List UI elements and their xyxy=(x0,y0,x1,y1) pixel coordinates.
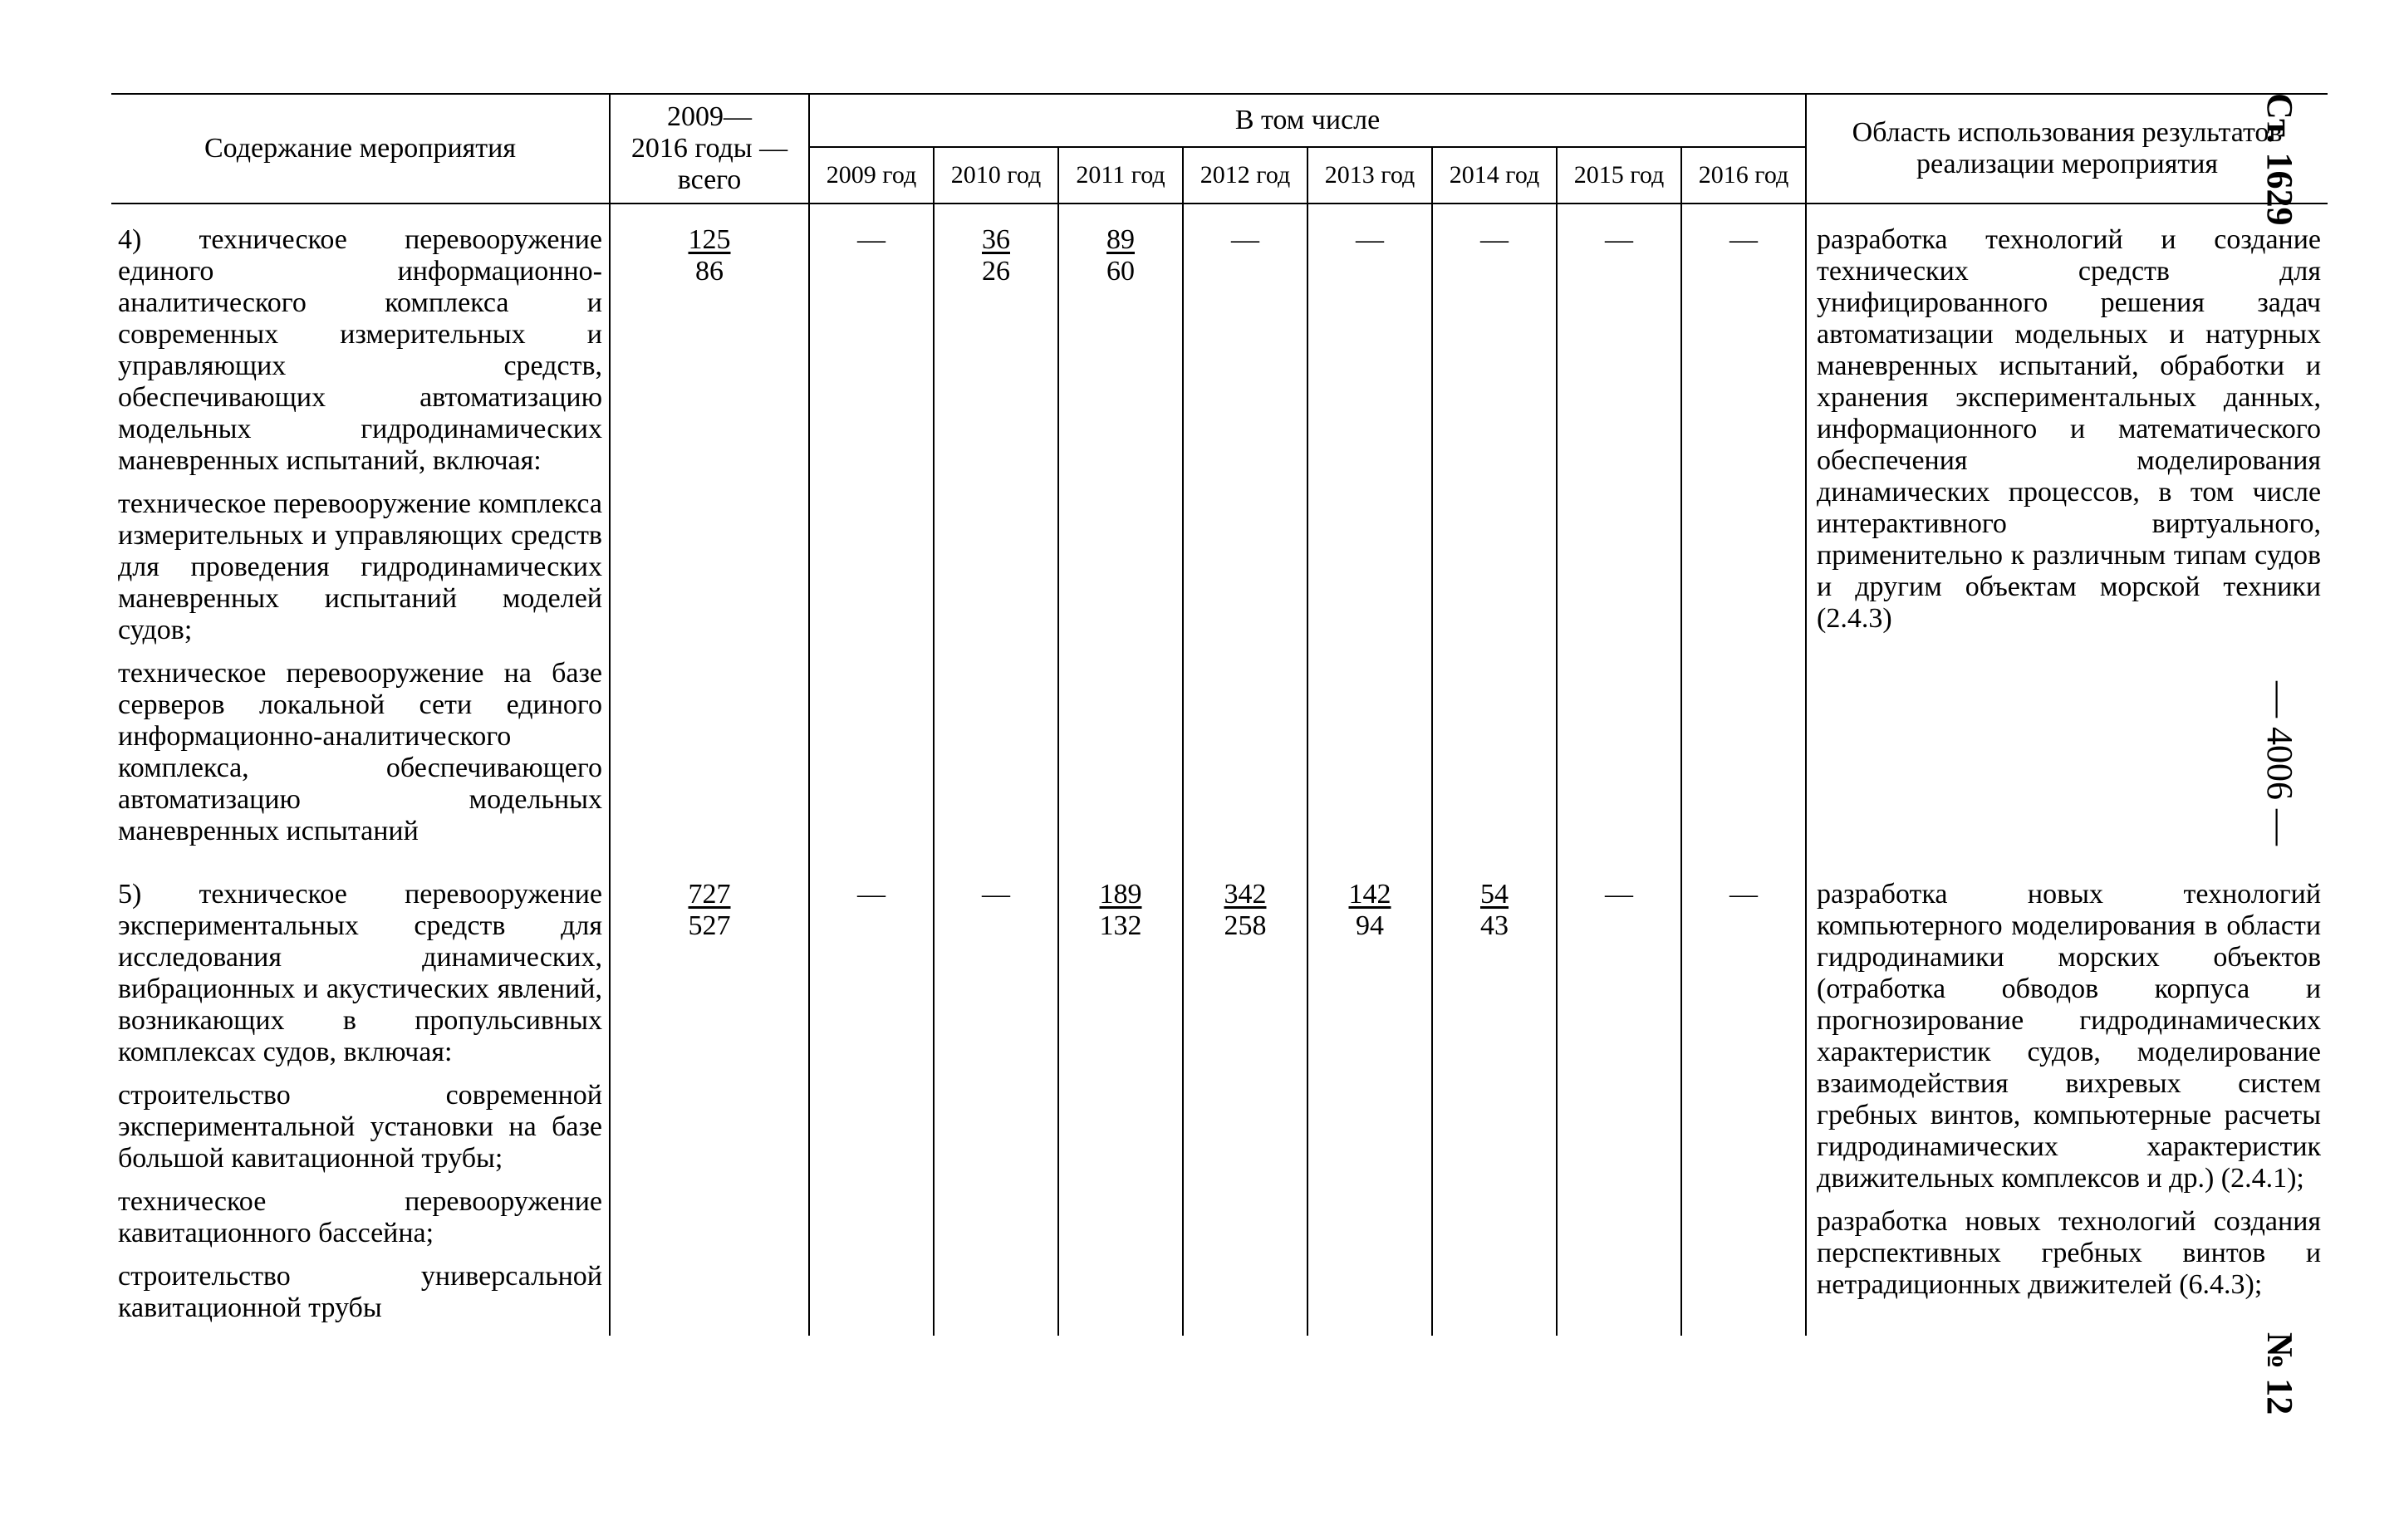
measures-table xyxy=(111,93,2328,1336)
funding-fraction xyxy=(1480,879,1509,942)
funding-fraction xyxy=(689,879,731,942)
funding-federal: 26 xyxy=(982,256,1010,287)
funding-total: 342 xyxy=(1224,879,1267,910)
table-header xyxy=(111,94,2328,204)
area-paragraph: разработка новых технологий компьютерного моделирования в области гидродинамики морских объектов (отработка обводов корпуса и прогнозирование гидродинамических характеристик судов, моделирование взаимодействия вихревых систем гребных винтов, компьютерные расчеты гидродинамических характеристик движительных комплексов и др.) (2.4.1); xyxy=(1817,879,2322,1194)
header-area: Область использования результатов реализации мероприятия xyxy=(1806,94,2328,204)
year-cell xyxy=(1432,859,1557,1336)
funding-federal: 258 xyxy=(1224,910,1267,941)
header-year: 2010 год xyxy=(934,147,1058,204)
year-cell xyxy=(1557,859,1681,1336)
funding-total: 54 xyxy=(1480,879,1509,910)
empty-dash: — xyxy=(857,224,886,255)
article-number: Ст. 1629 xyxy=(2259,93,2300,226)
funding-total: 142 xyxy=(1348,879,1391,910)
empty-dash: — xyxy=(982,879,1010,910)
year-cell xyxy=(809,204,934,859)
year-cell xyxy=(809,859,934,1336)
funding-federal: 132 xyxy=(1099,910,1142,941)
header-year: 2011 год xyxy=(1058,147,1183,204)
year-cell xyxy=(1432,204,1557,859)
funding-fraction xyxy=(982,224,1010,287)
header-year: 2015 год xyxy=(1557,147,1681,204)
year-cell xyxy=(1058,204,1183,859)
funding-federal: 43 xyxy=(1480,910,1509,941)
total-cell xyxy=(610,204,809,859)
description-paragraph: техническое перевооружение на базе серверов локальной сети единого информационно-аналитического комплекса, обеспечивающего автоматизацию модельных маневренных испытаний xyxy=(118,658,602,846)
year-cell xyxy=(1183,204,1307,859)
funding-federal: 527 xyxy=(688,910,731,941)
description-paragraph: строительство современной экспериментальной установки на базе большой кавитационной трубы; xyxy=(118,1080,602,1174)
funding-fraction xyxy=(1349,879,1391,942)
description-paragraph: техническое перевооружение комплекса измерительных и управляющих средств для проведения гидродинамических маневренных испытаний моделей судов; xyxy=(118,488,602,645)
funding-total: 125 xyxy=(688,224,731,255)
funding-total: 189 xyxy=(1099,879,1142,910)
funding-total: 89 xyxy=(1106,224,1135,255)
year-cell xyxy=(934,204,1058,859)
area-paragraph: разработка новых технологий создания перспективных гребных винтов и нетрадиционных движителей (6.4.3); xyxy=(1817,1206,2322,1300)
table-row xyxy=(111,859,2328,1336)
funding-total: 727 xyxy=(688,879,731,910)
description-paragraph: 5) техническое перевооружение экспериментальных средств для исследования динамических, вибрационных и акустических явлений, возникающих в пропульсивных комплексах судов, включая: xyxy=(118,879,602,1067)
empty-dash: — xyxy=(1605,879,1633,910)
header-year: 2012 год xyxy=(1183,147,1307,204)
year-cell xyxy=(1681,204,1806,859)
empty-dash: — xyxy=(1231,224,1259,255)
header-including: В том числе xyxy=(809,94,1806,147)
year-cell xyxy=(1557,204,1681,859)
funding-federal: 86 xyxy=(695,256,724,287)
header-content: Содержание мероприятия xyxy=(111,94,610,204)
empty-dash: — xyxy=(1605,224,1633,255)
result-area xyxy=(1806,859,2328,1336)
header-year: 2014 год xyxy=(1432,147,1557,204)
funding-federal: 94 xyxy=(1356,910,1384,941)
header-year: 2013 год xyxy=(1307,147,1432,204)
measure-description xyxy=(111,859,610,1336)
empty-dash: — xyxy=(1729,879,1759,910)
funding-total: 36 xyxy=(982,224,1010,255)
year-cell xyxy=(934,859,1058,1336)
issue-number: № 12 xyxy=(2259,1332,2300,1415)
empty-dash: — xyxy=(1356,224,1384,255)
empty-dash: — xyxy=(1480,224,1509,255)
table-row xyxy=(111,204,2328,859)
funding-fraction xyxy=(1106,224,1135,287)
year-cell xyxy=(1183,859,1307,1336)
header-year: 2009 год xyxy=(809,147,934,204)
result-area xyxy=(1806,204,2328,859)
year-cell xyxy=(1058,859,1183,1336)
page-number: — 4006 — xyxy=(2259,681,2300,846)
empty-dash: — xyxy=(857,879,886,910)
header-year: 2016 год xyxy=(1681,147,1806,204)
total-cell xyxy=(610,859,809,1336)
empty-dash: — xyxy=(1729,224,1759,255)
funding-fraction xyxy=(1224,879,1267,942)
funding-fraction xyxy=(1100,879,1142,942)
header-total: 2009— 2016 годы — всего xyxy=(610,94,809,204)
funding-federal: 60 xyxy=(1106,256,1135,287)
description-paragraph: техническое перевооружение кавитационного бассейна; xyxy=(118,1186,602,1248)
year-cell xyxy=(1681,859,1806,1336)
area-paragraph: разработка технологий и создание технических средств для унифицированного решения задач автоматизации модельных и натурных маневренных испытаний, обработки и хранения экспериментальных данных, информационного и математического обеспечения моделирования динамических процессов, в том числе интерактивного виртуального, применительно к различным типам судов и другим объектам морской техники (2.4.3) xyxy=(1817,224,2322,634)
year-cell xyxy=(1307,204,1432,859)
funding-fraction xyxy=(689,224,731,287)
description-paragraph: 4) техническое перевооружение единого информационно-аналитического комплекса и современных измерительных и управляющих средств, обеспечивающих автоматизацию модельных гидродинамических маневренных испытаний, включая: xyxy=(118,224,602,476)
description-paragraph: строительство универсальной кавитационной трубы xyxy=(118,1261,602,1323)
year-cell xyxy=(1307,859,1432,1336)
measure-description xyxy=(111,204,610,859)
